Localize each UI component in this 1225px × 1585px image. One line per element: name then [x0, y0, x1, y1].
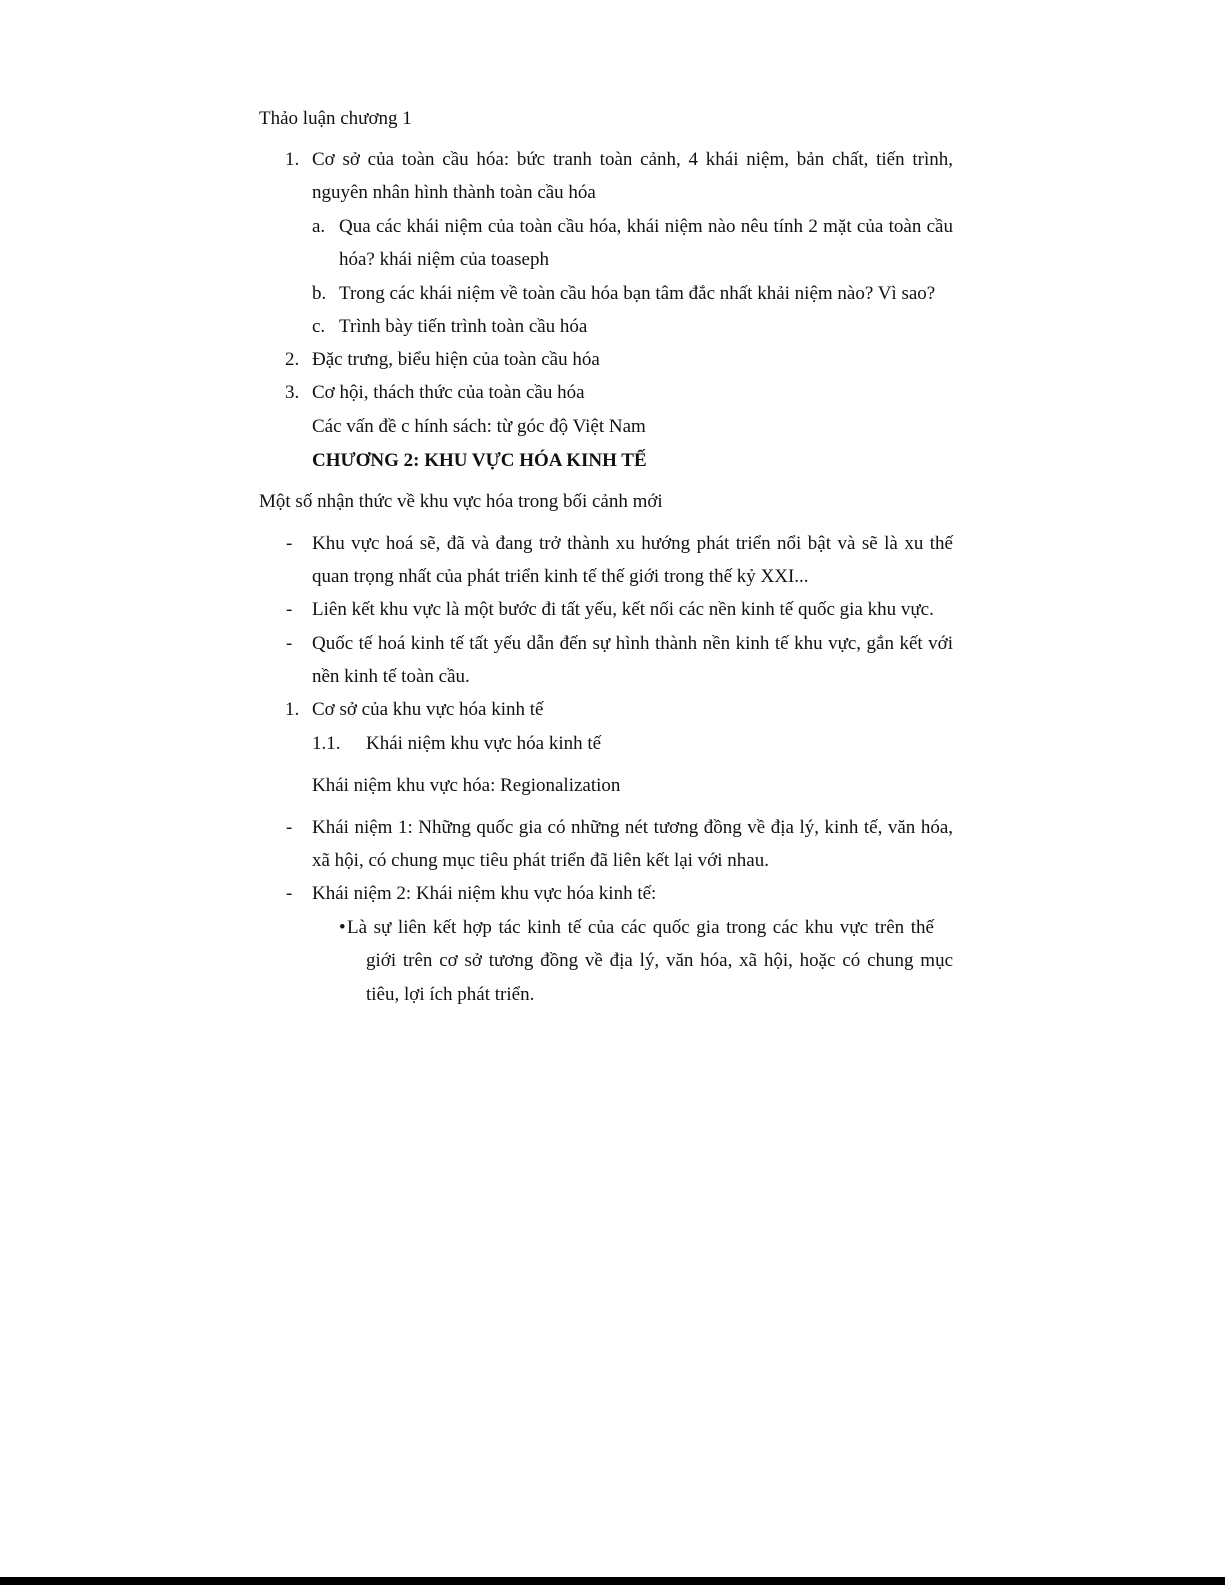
sub-item-letter: a.	[312, 216, 326, 237]
section-heading: Cơ sở của khu vực hóa kinh tế	[312, 699, 544, 720]
discussion-title: Thảo luận chương 1	[259, 108, 412, 129]
concept-text: Khái niệm 2: Khái niệm khu vực hóa kinh tế:	[312, 883, 657, 904]
subsection-heading: Khái niệm khu vực hóa kinh tế	[366, 733, 602, 754]
list-number: 2.	[285, 349, 300, 370]
dot-item-text: Là sự liên kết hợp tác kinh tế của các quốc gia trong các khu vực trên thế	[347, 917, 934, 938]
bullet-text: nền kinh tế toàn cầu.	[312, 666, 470, 687]
concept-text: Khái niệm 1: Những quốc gia có những nét tương đồng về địa lý, kinh tế, văn hóa,	[312, 817, 953, 838]
page-bottom-edge	[0, 1577, 1225, 1585]
chapter-heading: CHƯƠNG 2: KHU VỰC HÓA KINH TẾ	[312, 450, 647, 471]
intro-paragraph: Một số nhận thức về khu vực hóa trong bối cảnh mới	[259, 491, 663, 512]
dot-item-text: tiêu, lợi ích phát triển.	[366, 984, 535, 1005]
concept-title: Khái niệm khu vực hóa: Regionalization	[312, 775, 621, 796]
subsection-number: 1.1.	[312, 733, 341, 754]
dash-bullet: -	[286, 599, 293, 620]
concept-text: xã hội, có chung mục tiêu phát triển đã liên kết lại với nhau.	[312, 850, 769, 871]
sub-item-letter: b.	[312, 283, 327, 304]
list-item-text: Đặc trưng, biểu hiện của toàn cầu hóa	[312, 349, 600, 370]
list-number: 3.	[285, 382, 300, 403]
dash-bullet: -	[286, 633, 293, 654]
sub-item-text: Trình bày tiến trình toàn cầu hóa	[339, 316, 588, 337]
policy-line: Các vấn đề c hính sách: từ góc độ Việt Nam	[312, 416, 646, 437]
dot-bullet: •	[339, 917, 346, 938]
sub-item-text: Qua các khái niệm của toàn cầu hóa, khái niệm nào nêu tính 2 mặt của toàn cầu	[339, 216, 953, 237]
bullet-text: quan trọng nhất của phát triển kinh tế thế giới trong thế kỷ XXI...	[312, 566, 809, 587]
sub-item-text: Trong các khái niệm về toàn cầu hóa bạn tâm đắc nhất khải niệm nào? Vì sao?	[339, 283, 936, 304]
section-number: 1.	[285, 699, 300, 720]
dash-bullet: -	[286, 883, 293, 904]
sub-item-text: hóa? khái niệm của toaseph	[339, 249, 549, 270]
sub-item-letter: c.	[312, 316, 326, 337]
bullet-text: Quốc tế hoá kinh tế tất yếu dẫn đến sự hình thành nền kinh tế khu vực, gắn kết với	[312, 633, 953, 654]
list-item-text: Cơ sở của toàn cầu hóa: bức tranh toàn cảnh, 4 khái niệm, bản chất, tiến trình,	[312, 149, 953, 170]
bullet-text: Liên kết khu vực là một bước đi tất yếu, kết nối các nền kinh tế quốc gia khu vực.	[312, 599, 934, 620]
bullet-text: Khu vực hoá sẽ, đã và đang trở thành xu hướng phát triển nổi bật và sẽ là xu thế	[312, 533, 953, 554]
list-item-text: Cơ hội, thách thức của toàn cầu hóa	[312, 382, 585, 403]
dash-bullet: -	[286, 533, 293, 554]
dot-item-text: giới trên cơ sở tương đồng về địa lý, văn hóa, xã hội, hoặc có chung mục	[366, 950, 953, 971]
list-item-text: nguyên nhân hình thành toàn cầu hóa	[312, 182, 596, 203]
list-number: 1.	[285, 149, 300, 170]
dash-bullet: -	[286, 817, 293, 838]
